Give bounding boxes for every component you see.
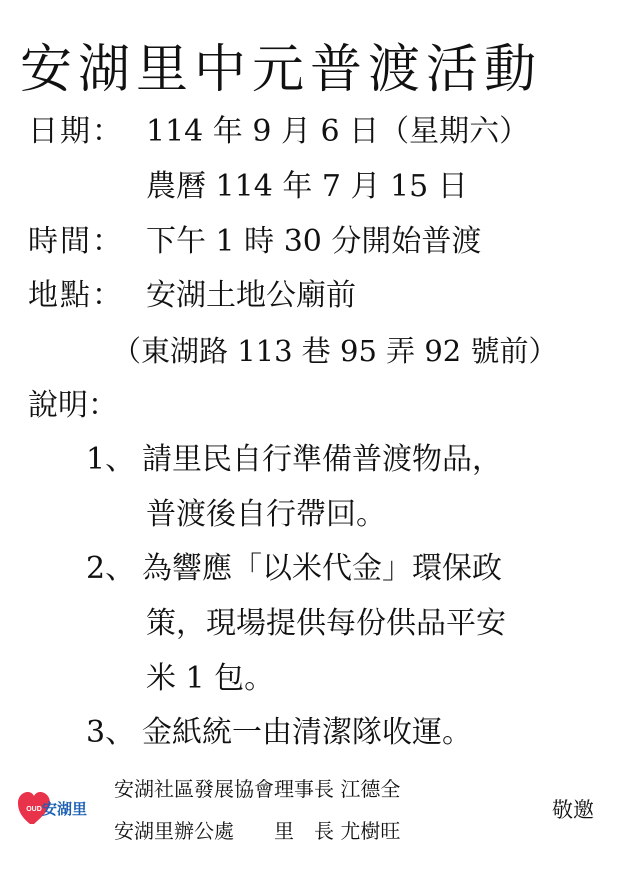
note-line: 普渡後自行帶回。 (146, 497, 386, 532)
signature-line-2: 安湖里辦公處 里 長 尤樹旺 (114, 819, 401, 843)
date-value: 114 年 9 月 6 日（星期六） (146, 114, 530, 149)
note-number: 2、 (86, 551, 136, 586)
logo-badge-text: OUD (26, 806, 42, 813)
note-item-1 (86, 440, 502, 480)
note-number: 3、 (86, 715, 136, 750)
place-label: 地點： (28, 278, 124, 313)
closing-text: 敬邀 (552, 798, 594, 822)
time-row (28, 222, 481, 262)
time-value: 下午 1 時 30 分開始普渡 (146, 224, 482, 259)
note-item-3 (86, 713, 472, 753)
note-number: 1、 (86, 442, 136, 477)
signature-line-1: 安湖社區發展協會理事長 江德全 (114, 777, 401, 801)
notes-label: 說明： (28, 388, 118, 423)
note-item-2 (86, 549, 502, 589)
note-line: 米 1 包。 (146, 661, 275, 696)
time-label: 時間： (28, 224, 124, 259)
note-line: 請里民自行準備普渡物品， (142, 442, 502, 477)
place-address: （東湖路 113 巷 95 弄 92 號前） (112, 334, 558, 368)
date-row (28, 112, 529, 152)
note-line: 金紙統一由清潔隊收運。 (142, 715, 472, 750)
place-value: 安湖土地公廟前 (146, 278, 356, 313)
note-line: 策，現場提供每份供品平安 (146, 606, 506, 641)
community-logo (18, 789, 86, 827)
note-line: 為響應「以米代金」環保政 (142, 551, 502, 586)
date-label: 日期： (28, 114, 124, 149)
page-title: 安湖里中元普渡活動 (20, 40, 543, 100)
place-row (28, 276, 356, 316)
lunar-date: 農曆 114 年 7 月 15 日 (146, 169, 468, 204)
logo-text: 安湖里 (42, 801, 88, 818)
